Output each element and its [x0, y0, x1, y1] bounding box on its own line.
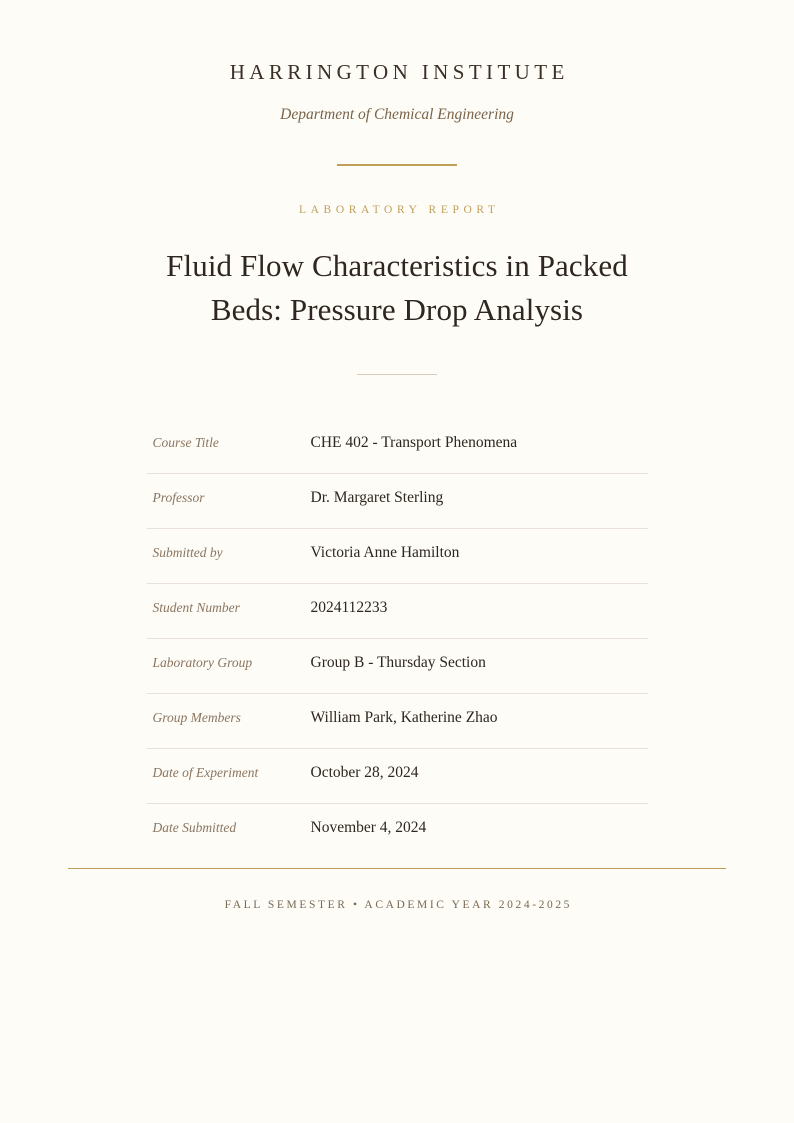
- metadata-value: CHE 402 - Transport Phenomena: [311, 419, 648, 474]
- table-row: [147, 419, 648, 474]
- metadata-label: Date Submitted: [152, 819, 237, 835]
- page-footer: [68, 868, 726, 913]
- metadata-label: Date of Experiment: [147, 748, 311, 803]
- table-row: [147, 528, 648, 583]
- metadata-label: Submitted by: [147, 528, 311, 583]
- institution-name: HARRINGTON INSTITUTE: [229, 60, 569, 84]
- page-title: Fluid Flow Characteristics in Packed Beds: Pressure Drop Analysis: [166, 247, 628, 327]
- footer-divider: [68, 868, 726, 869]
- metadata-value: Group B - Thursday Section: [311, 638, 648, 693]
- metadata-label: Group Members: [147, 693, 311, 748]
- metadata-label: Professor: [147, 473, 311, 528]
- metadata-value: 2024112233: [311, 583, 648, 638]
- table-row: [147, 803, 648, 858]
- metadata-value: November 4, 2024: [310, 818, 427, 836]
- report-metadata-table: [147, 419, 648, 858]
- table-row: [147, 748, 648, 803]
- table-row: [147, 473, 648, 528]
- table-row: [147, 583, 648, 638]
- small-divider: [357, 374, 437, 375]
- metadata-value: October 28, 2024: [311, 748, 648, 803]
- metadata-value: William Park, Katherine Zhao: [311, 693, 648, 748]
- metadata-label: Laboratory Group: [147, 638, 311, 693]
- document-type-label: LABORATORY REPORT: [299, 203, 500, 216]
- metadata-value: Victoria Anne Hamilton: [311, 528, 648, 583]
- metadata-value: Dr. Margaret Sterling: [311, 473, 648, 528]
- department-name: Department of Chemical Engineering: [280, 106, 514, 124]
- table-row: [147, 638, 648, 693]
- metadata-label: Student Number: [147, 583, 311, 638]
- table-row: [147, 693, 648, 748]
- gold-divider-top: [337, 164, 457, 166]
- metadata-label: Course Title: [147, 419, 311, 474]
- metadata-body: [147, 419, 648, 858]
- footer-semester-text: FALL SEMESTER • ACADEMIC YEAR 2024-2025: [224, 899, 573, 911]
